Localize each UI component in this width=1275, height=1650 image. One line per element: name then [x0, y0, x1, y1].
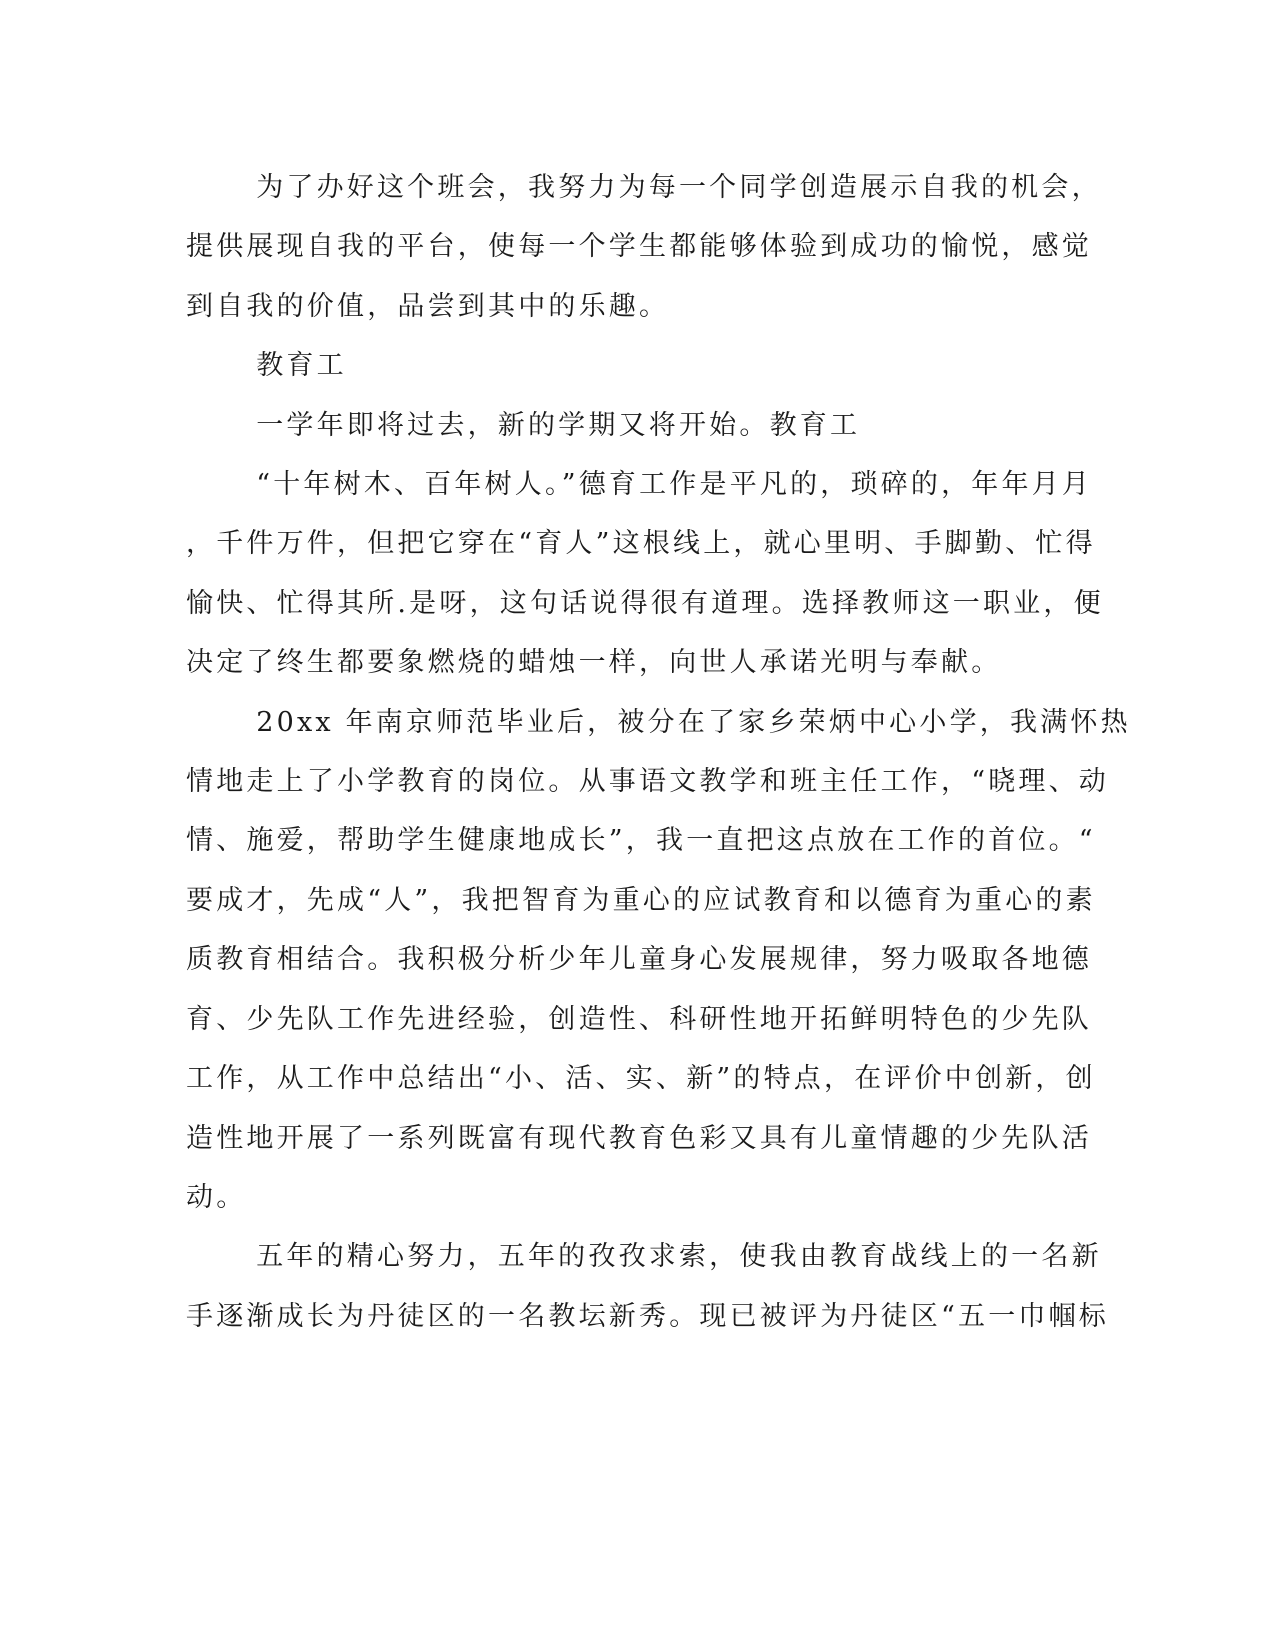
- paragraph-2: [186, 336, 1066, 395]
- paragraph-line: 到自我的价值，品尝到其中的乐趣。: [186, 290, 670, 322]
- paragraph-line: 教育工: [256, 350, 347, 382]
- paragraph-line: ，千件万件，但把它穿在“育人”这根线上，就心里明、手脚勤、忙得: [186, 528, 1096, 560]
- paragraph-line: 要成才，先成“人”，我把智育为重心的应试教育和以德育为重心的素: [186, 884, 1096, 916]
- paragraph-line: 一学年即将过去，新的学期又将开始。教育工: [256, 409, 861, 441]
- paragraph-4: [186, 455, 1104, 693]
- paragraph-1: [186, 158, 1102, 336]
- paragraph-6: [186, 1227, 1110, 1346]
- document-body: [186, 158, 1131, 1346]
- paragraph-line: 情、施爱，帮助学生健康地成长”，我一直把这点放在工作的首位。“: [186, 825, 1096, 857]
- paragraph-line: 手逐渐成长为丹徒区的一名教坛新秀。现已被评为丹徒区“五一巾帼标: [186, 1300, 1110, 1332]
- paragraph-line: 提供展现自我的平台，使每一个学生都能够体验到成功的愉悦，感觉: [186, 231, 1092, 263]
- paragraph-5: [186, 693, 1131, 1228]
- paragraph-line: “十年树木、百年树人。”德育工作是平凡的，琐碎的，年年月月: [256, 469, 1093, 501]
- paragraph-line: 动。: [186, 1181, 247, 1213]
- paragraph-line: 五年的精心努力，五年的孜孜求索，使我由教育战线上的一名新: [256, 1241, 1102, 1273]
- paragraph-line: 20xx 年南京师范毕业后，被分在了家乡荣炳中心小学，我满怀热: [256, 706, 1131, 738]
- paragraph-line: 质教育相结合。我积极分析少年儿童身心发展规律，努力吸取各地德: [186, 944, 1092, 976]
- paragraph-3: [186, 396, 1066, 455]
- paragraph-line: 育、少先队工作先进经验，创造性、科研性地开拓鲜明特色的少先队: [186, 1003, 1092, 1035]
- paragraph-line: 决定了终生都要象燃烧的蜡烛一样，向世人承诺光明与奉献。: [186, 647, 1002, 679]
- paragraph-line: 为了办好这个班会，我努力为每一个同学创造展示自我的机会，: [256, 172, 1102, 203]
- paragraph-line: 情地走上了小学教育的岗位。从事语文教学和班主任工作，“晓理、动: [186, 766, 1110, 798]
- paragraph-line: 愉快、忙得其所.是呀，这句话说得很有道理。选择教师这一职业，便: [186, 587, 1104, 619]
- paragraph-line: 工作，从工作中总结出“小、活、实、新”的特点，在评价中创新，创: [186, 1063, 1096, 1095]
- paragraph-line: 造性地开展了一系列既富有现代教育色彩又具有儿童情趣的少先队活: [186, 1122, 1092, 1154]
